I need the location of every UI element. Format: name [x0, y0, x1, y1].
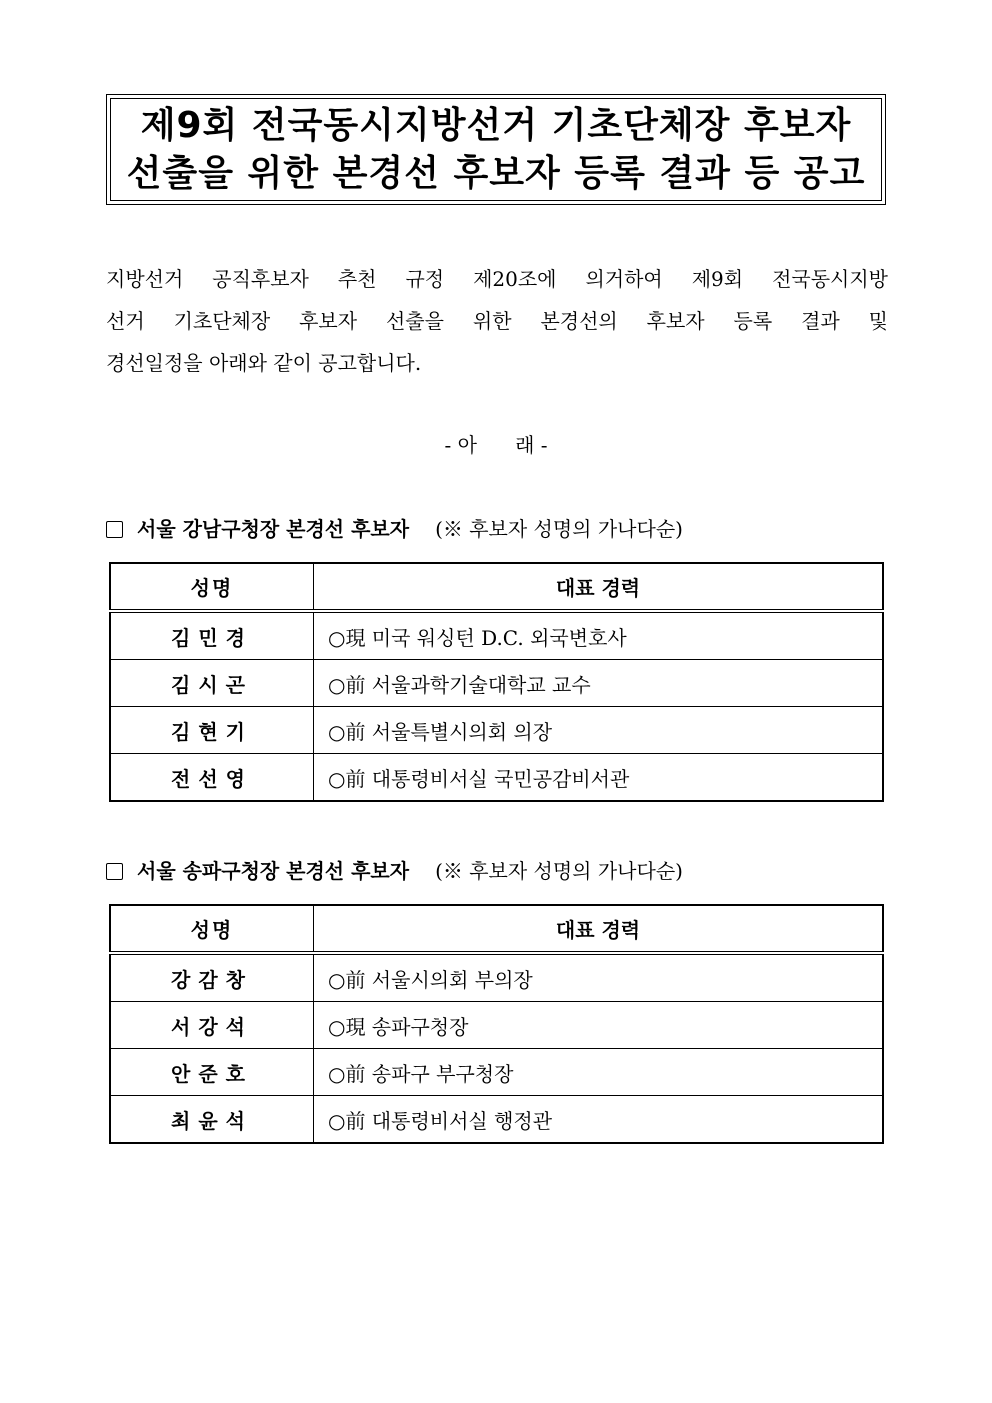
header-name: 성명: [110, 563, 314, 611]
table-row: [110, 1049, 883, 1096]
candidate-name: 서강석: [110, 1002, 314, 1049]
section-title: 서울 송파구청장 본경선 후보자: [137, 859, 410, 883]
candidate-name: 안준호: [110, 1049, 314, 1096]
title-inner-border: [110, 98, 882, 201]
table-row: [110, 953, 883, 1002]
candidate-career: ○前 서울특별시의회 의장: [314, 707, 884, 754]
table-row: [110, 660, 883, 707]
header-name: 성명: [110, 905, 314, 953]
title-box: [106, 94, 886, 205]
candidate-career: ○前 대통령비서실 국민공감비서관: [314, 754, 884, 802]
candidate-career: ○前 송파구 부구청장: [314, 1049, 884, 1096]
table-row: [110, 754, 883, 802]
section-title: 서울 강남구청장 본경선 후보자: [137, 517, 410, 541]
candidate-career: ○前 서울과학기술대학교 교수: [314, 660, 884, 707]
candidate-career: ○前 서울시의회 부의장: [314, 953, 884, 1002]
table-row: [110, 611, 883, 660]
header-career: 대표 경력: [314, 905, 884, 953]
candidate-name: 김민경: [110, 611, 314, 660]
ah-label: - 아 래 -: [444, 433, 548, 457]
square-bullet-icon: [106, 863, 123, 880]
candidate-career: ○前 대통령비서실 행정관: [314, 1096, 884, 1144]
section-note: (※ 후보자 성명의 가나다순): [435, 859, 683, 883]
table-row: [110, 1002, 883, 1049]
section-heading-gangnam: [106, 514, 896, 544]
table-row: [110, 1096, 883, 1144]
candidate-career: ○現 송파구청장: [314, 1002, 884, 1049]
square-bullet-icon: [106, 521, 123, 538]
header-career: 대표 경력: [314, 563, 884, 611]
candidate-name: 최윤석: [110, 1096, 314, 1144]
table-header-row: [110, 563, 883, 611]
intro-line-3: 경선일정을 아래와 같이 공고합니다.: [106, 351, 422, 375]
table-header-row: [110, 905, 883, 953]
candidate-table-gangnam: [109, 562, 884, 802]
intro-line-2: 선거 기초단체장 후보자 선출을 위한 본경선의 후보자 등록 결과 및: [106, 309, 888, 333]
candidate-name: 강감창: [110, 953, 314, 1002]
title-line-2: 선출을 위한 본경선 후보자 등록 결과 등 공고: [126, 152, 866, 194]
intro-line-1: 지방선거 공직후보자 추천 규정 제20조에 의거하여 제9회 전국동시지방: [106, 267, 888, 291]
section-heading-songpa: [106, 856, 896, 886]
candidate-name: 전선영: [110, 754, 314, 802]
candidate-table-songpa: [109, 904, 884, 1144]
section-note: (※ 후보자 성명의 가나다순): [435, 517, 683, 541]
candidate-name: 김시곤: [110, 660, 314, 707]
candidate-career: ○現 미국 워싱턴 D.C. 외국변호사: [314, 611, 884, 660]
table-row: [110, 707, 883, 754]
candidate-name: 김현기: [110, 707, 314, 754]
title-line-1: 제9회 전국동시지방선거 기초단체장 후보자: [140, 104, 852, 146]
intro-paragraph: [106, 258, 888, 384]
